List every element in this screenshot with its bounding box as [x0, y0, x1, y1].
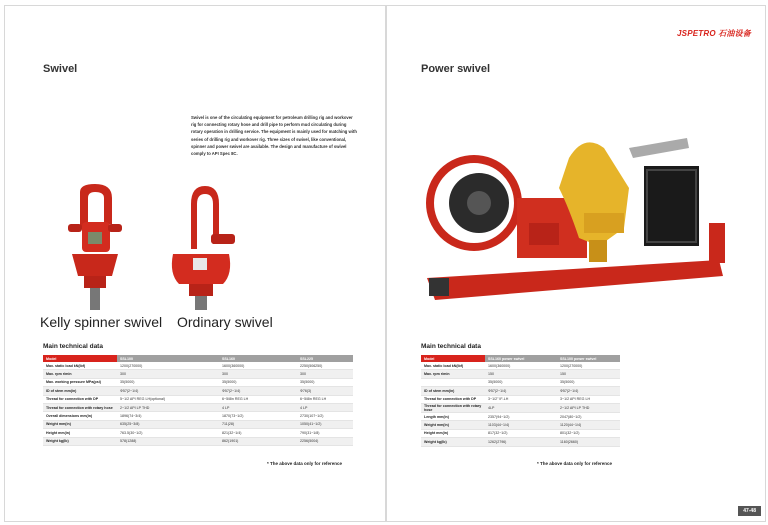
table-header-cell: SSL100: [117, 355, 219, 362]
ordinary-swivel-caption: Ordinary swivel: [177, 314, 273, 330]
table-cell: 4 LP: [219, 403, 297, 411]
table-cell: 2047(80~1/2): [557, 412, 620, 420]
table-cell: 1160(2660): [557, 438, 620, 446]
left-page: [4, 5, 386, 522]
table-cell: Weight mm(in): [421, 421, 485, 429]
table-row: [421, 438, 620, 446]
table-cell: 801(32~1/2): [557, 429, 620, 437]
table-cell: 1120(44~1/4): [557, 421, 620, 429]
table-row: [421, 378, 620, 386]
swivel-spec-table: [43, 355, 353, 446]
table-cell: Thread for connection with rotary hose: [421, 403, 485, 412]
table-cell: 3~1/2" IF-LH: [485, 395, 557, 403]
kelly-spinner-swivel-caption: Kelly spinner swivel: [40, 314, 163, 330]
table-cell: 790(31~1/8): [297, 429, 353, 437]
table-cell: Thread for connection with DP: [421, 395, 485, 403]
table-cell: [421, 378, 485, 386]
table-row: [421, 395, 620, 403]
table-row: [43, 420, 353, 428]
table-cell: 6~5/8in REG LH: [219, 395, 297, 403]
table-cell: 862(1901): [219, 437, 297, 445]
table-row: [43, 412, 353, 420]
table-cell: 2~1/2 API LP THD: [557, 403, 620, 412]
table-cell: 4LP: [485, 403, 557, 412]
table-cell: Thread for connection with DP: [43, 395, 117, 403]
table-row: [43, 437, 353, 445]
table-cell: Height mm(in): [43, 429, 117, 437]
table-header-cell: Model: [43, 355, 117, 362]
table-cell: 150: [557, 370, 620, 378]
ordinary-swivel-image: [163, 184, 243, 314]
table-cell: 35(5000): [485, 378, 557, 386]
table-cell: 300: [117, 370, 219, 378]
table-cell: 35(5000): [117, 378, 219, 386]
table-cell: Φ57(2~1/4): [219, 387, 297, 395]
power-swivel-image: [419, 128, 737, 318]
table-cell: 6~5/8in REG LH: [297, 395, 353, 403]
table-cell: Height mm(in): [421, 429, 485, 437]
table-cell: Max. working pressure MPa(psi): [43, 378, 117, 386]
table-cell: 300: [297, 370, 353, 378]
table-cell: Max. rpm r/min: [43, 370, 117, 378]
right-reference-note: * The above data only for reference: [537, 461, 613, 466]
table-cell: Φ57(2~1/4): [557, 387, 620, 395]
table-row: [43, 429, 353, 437]
table-cell: 635(25~3/8): [117, 420, 219, 428]
table-cell: 1600(360000): [219, 362, 297, 370]
table-row: [43, 387, 353, 395]
table-cell: 817(32~1/2): [485, 429, 557, 437]
page-number: 47-48: [738, 506, 761, 516]
table-cell: 1262(2796): [485, 438, 557, 446]
table-row: [421, 421, 620, 429]
table-row: [43, 403, 353, 411]
power-swivel-spec-table: [421, 355, 620, 447]
left-section-title: Main technical data: [43, 343, 103, 350]
table-cell: 578(1288): [117, 437, 219, 445]
table-row: [43, 370, 353, 378]
table-cell: 4 LP: [297, 403, 353, 411]
table-row: [421, 412, 620, 420]
table-cell: 35(5000): [219, 378, 297, 386]
power-swivel-title: Power swivel: [421, 63, 491, 75]
table-cell: Φ57(2~1/4): [485, 387, 557, 395]
table-cell: 2~1/2 API LP THD: [117, 403, 219, 411]
table-cell: Max. static load kN(lbf): [421, 362, 485, 370]
table-row: [421, 429, 620, 437]
table-header-cell: SSL100 power swivel: [557, 355, 620, 362]
table-cell: Max. rpm r/min: [421, 370, 485, 378]
company-logo: JSPETRO 石油设备: [677, 29, 751, 38]
table-header-row: [421, 355, 620, 362]
table-cell: Φ76(3): [297, 387, 353, 395]
table-cell: 2250(506250): [297, 362, 353, 370]
table-row: [421, 362, 620, 370]
table-header-cell: Model: [421, 355, 485, 362]
table-row: [43, 362, 353, 370]
right-section-title: Main technical data: [421, 343, 481, 350]
table-cell: 711(28): [219, 420, 297, 428]
table-cell: 2357(94~1/2): [485, 412, 557, 420]
table-cell: 2730(107~1/2): [297, 412, 353, 420]
table-cell: 1870(73~1/2): [219, 412, 297, 420]
table-row: [421, 403, 620, 412]
table-cell: 1200(270000): [117, 362, 219, 370]
right-page: [386, 5, 766, 522]
table-cell: 1103(44~1/4): [485, 421, 557, 429]
table-cell: Max. static load kN(lbf): [43, 362, 117, 370]
table-cell: 35(5000): [297, 378, 353, 386]
table-cell: Length mm(in): [421, 412, 485, 420]
table-row: [43, 378, 353, 386]
table-row: [43, 395, 353, 403]
table-header-cell: SSL225: [297, 355, 353, 362]
table-cell: 1200(270000): [557, 362, 620, 370]
table-cell: Overall dimensions mm(in): [43, 412, 117, 420]
table-cell: ID of stem mm(in): [421, 387, 485, 395]
table-cell: 1050(41~1/2): [297, 420, 353, 428]
table-cell: 763.5(30~1/2): [117, 429, 219, 437]
table-header-cell: SSL160 power swivel: [485, 355, 557, 362]
table-header-cell: SSL160: [219, 355, 297, 362]
table-row: [421, 387, 620, 395]
table-cell: Thread for connection with rotary hose: [43, 403, 117, 411]
table-cell: 821(32~1/4): [219, 429, 297, 437]
table-cell: 3~1/2 API REG LH: [557, 395, 620, 403]
table-cell: Φ57(2~1/4): [117, 387, 219, 395]
table-cell: Weight mm(in): [43, 420, 117, 428]
table-cell: 35(5000): [557, 378, 620, 386]
swivel-title: Swivel: [43, 63, 78, 75]
table-cell: 1600(360000): [485, 362, 557, 370]
kelly-spinner-swivel-image: [60, 184, 130, 314]
table-header-row: [43, 355, 353, 362]
table-cell: 1896(74~3/4): [117, 412, 219, 420]
table-cell: Weight kg(lb): [43, 437, 117, 445]
table-cell: 5~1/2 API REG LH(optional): [117, 395, 219, 403]
swivel-description: Swivel is one of the circulating equipment for petroleum drilling rig and workover rig for connecting rotary hose and drill pipe to perform mud circulating during rotary operation in drilling service. The equipment is mainly used for matching with series of drilling rig and workover rig. Three sizes of swivel, like conventional, spinner and power swivel are available. The design and manufacture of swivel comply to API Spec 8C.: [191, 115, 357, 157]
table-cell: Weight kg(lb): [421, 438, 485, 446]
table-cell: 300: [219, 370, 297, 378]
table-cell: 150: [485, 370, 557, 378]
left-reference-note: * The above data only for reference: [267, 461, 343, 466]
table-cell: 2256(5004): [297, 437, 353, 445]
table-row: [421, 370, 620, 378]
table-cell: ID of stem mm(in): [43, 387, 117, 395]
